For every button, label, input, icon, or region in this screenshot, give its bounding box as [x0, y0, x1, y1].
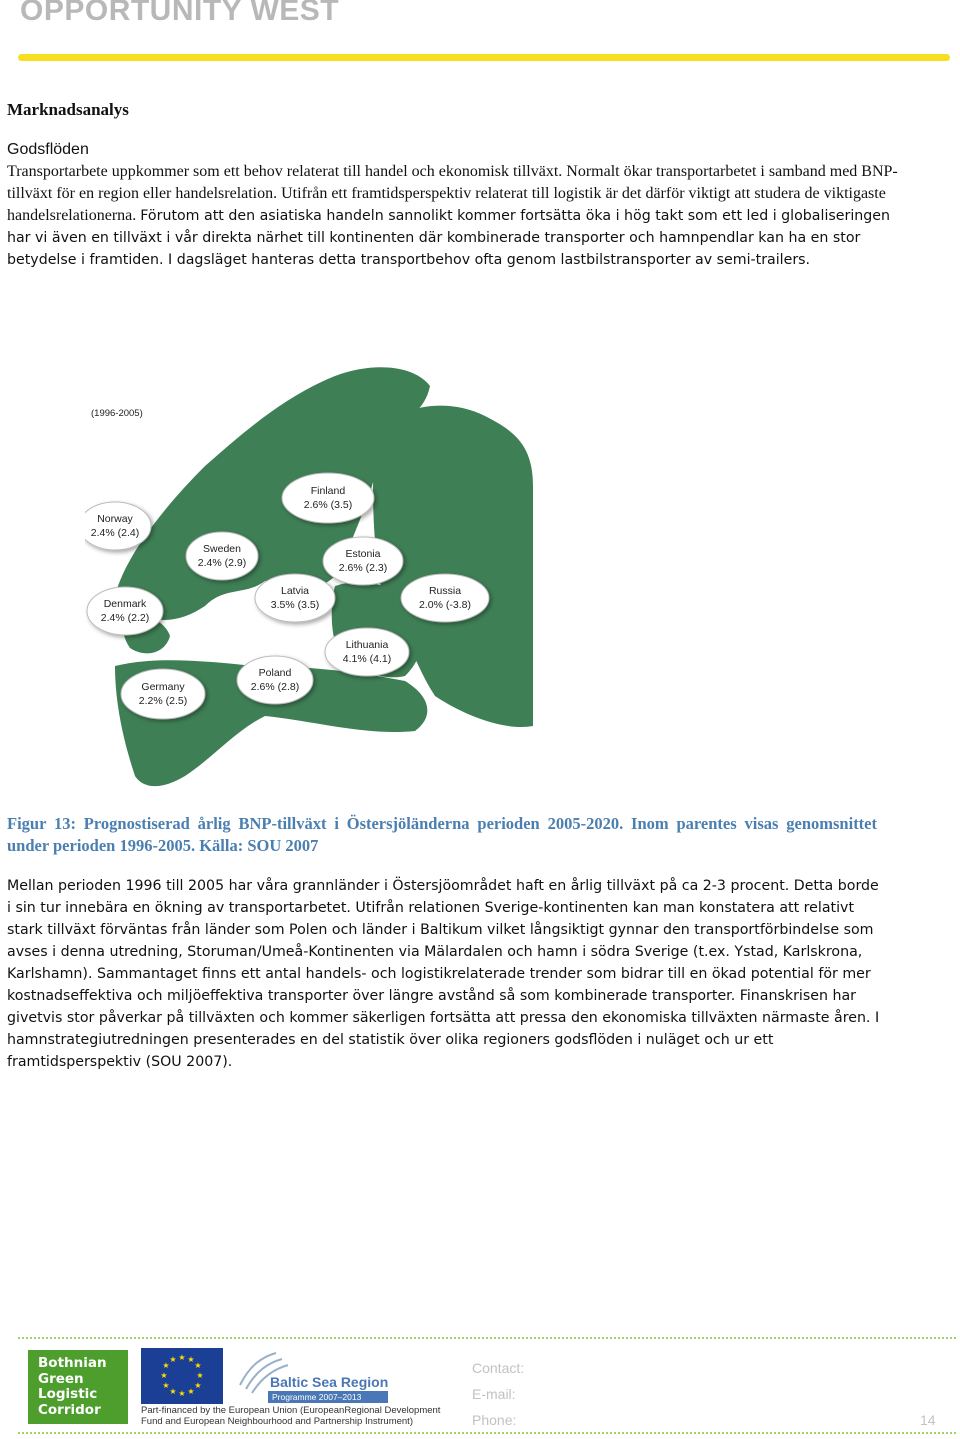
- svg-text:★: ★: [187, 1355, 195, 1364]
- svg-text:Lithuania: Lithuania: [345, 639, 389, 651]
- sub-heading: Godsflöden: [7, 141, 89, 158]
- svg-text:Germany: Germany: [141, 681, 185, 693]
- baltic-sea-region-logo: [232, 1345, 432, 1405]
- svg-text:Finland: Finland: [310, 485, 346, 497]
- footer-rule-top: [18, 1337, 956, 1339]
- svg-text:2.6% (2.3): 2.6% (2.3): [338, 562, 388, 574]
- header-rule: [18, 54, 950, 61]
- svg-text:★: ★: [187, 1387, 195, 1396]
- header-title: OPPORTUNITY WEST: [20, 0, 340, 27]
- svg-text:★: ★: [160, 1371, 168, 1380]
- map-callout-norway: [85, 502, 151, 550]
- svg-text:2.4% (2.4): 2.4% (2.4): [90, 527, 140, 539]
- svg-text:★: ★: [194, 1381, 202, 1390]
- map-callout-sweden: [186, 532, 258, 580]
- map-callout-russia: [401, 574, 489, 622]
- svg-text:Norway: Norway: [97, 513, 133, 525]
- svg-text:Denmark: Denmark: [103, 598, 147, 610]
- figure-caption: Figur 13: Prognostiserad årlig BNP-tillväxt i Östersjöländerna perioden 2005-2020. Inom parentes visas genomsnittet under perioden 1996-2005. Källa: SOU 2007: [7, 814, 877, 855]
- bothnian-green-logistic-corridor-logo: Bothnian Green Logistic Corridor: [28, 1350, 128, 1424]
- map-callout-finland: [282, 473, 374, 523]
- svg-text:★: ★: [169, 1355, 177, 1364]
- map-svg: [85, 336, 535, 791]
- map-callout-estonia: [323, 537, 403, 585]
- svg-text:Baltic Sea Region: Baltic Sea Region: [270, 1374, 389, 1390]
- svg-text:Estonia: Estonia: [345, 548, 381, 560]
- svg-text:2.6% (2.8): 2.6% (2.8): [250, 681, 300, 693]
- svg-text:3.5% (3.5): 3.5% (3.5): [270, 599, 320, 611]
- svg-text:★: ★: [194, 1361, 202, 1370]
- svg-text:Russia: Russia: [428, 585, 462, 597]
- eu-flag-icon: [141, 1348, 223, 1404]
- svg-text:★: ★: [196, 1371, 204, 1380]
- svg-text:Sweden: Sweden: [203, 543, 241, 555]
- svg-text:2.0% (-3.8): 2.0% (-3.8): [419, 599, 471, 611]
- map-callout-latvia: [255, 574, 335, 622]
- map-callout-germany: [121, 669, 205, 719]
- page-number: 14: [920, 1412, 936, 1428]
- svg-text:Latvia: Latvia: [280, 585, 310, 597]
- svg-text:★: ★: [178, 1389, 186, 1398]
- map-callout-poland: [237, 656, 313, 704]
- intro-serif-text: Transportarbete uppkommer som ett behov relaterat till handel och ekonomisk tillväxt. Normalt ökar transportarbetet i samband med BNP-tillväxt för en region eller handelsrelation. Utifrån ett framtidsperspektiv relaterat till logistik är det därför viktigt att studera de viktigaste handelsrelationerna.: [7, 163, 898, 224]
- svg-text:2.6% (3.5): 2.6% (3.5): [303, 499, 353, 511]
- intro-sans-text: Förutom att den asiatiska handeln sannolikt kommer fortsätta öka i hög takt som ett led i globaliseringen har vi även en tillväxt i vår direkta närhet till kontinenten där kombinerade transporter och hamnpendlar kan ha en stor betydelse i framtiden. I dagsläget hanteras detta transportbehov ofta genom lastbilstransporter av semi-trailers.: [7, 208, 890, 268]
- svg-text:Programme 2007–2013: Programme 2007–2013: [272, 1392, 362, 1402]
- phone-label: Phone:: [472, 1412, 517, 1428]
- contact-label: Contact:: [472, 1360, 525, 1376]
- email-label: E-mail:: [472, 1386, 516, 1402]
- svg-text:★: ★: [169, 1387, 177, 1396]
- map-callout-denmark: [87, 587, 163, 635]
- map-callout-lithuania: [325, 628, 409, 676]
- section-heading: Marknadsanalys: [7, 100, 129, 119]
- footer-rule-bottom: [18, 1432, 956, 1434]
- baltic-gdp-map: [85, 336, 535, 791]
- svg-text:★: ★: [162, 1381, 170, 1390]
- partfinanced-note: Part-financed by the European Union (EuropeanRegional Development Fund and European Neighbourhood and Partnership Instrument): [141, 1405, 441, 1427]
- svg-text:2.2% (2.5): 2.2% (2.5): [138, 695, 188, 707]
- intro-paragraph: [7, 161, 907, 271]
- svg-text:★: ★: [178, 1353, 186, 1362]
- svg-text:2.4% (2.2): 2.4% (2.2): [100, 612, 150, 624]
- svg-text:Poland: Poland: [258, 667, 292, 679]
- svg-text:4.1% (4.1): 4.1% (4.1): [342, 653, 392, 665]
- after-map-paragraph: Mellan perioden 1996 till 2005 har våra grannländer i Östersjöområdet haft en årlig tillväxt på ca 2-3 procent. Detta borde i sin tur innebära en ökning av transportarbetet. Utifrån relationen Sverige-kontinenten kan man konstatera att relativt stark tillväxt förväntas från länder som Polen och länder i Baltikum vilket långsiktigt gynnar den transportförbindelse som avses i denna utredning, Storuman/Umeå-Kontinenten via Mälardalen och hamn i södra Sverige (t.ex. Ystad, Karlskrona, Karlshamn). Sammantaget finns ett antal handels- och logistikrelaterade trender som bidrar till en ökad potential för mer kostnadseffektiva och miljöeffektiva transporter över längre avstånd så som kombinerade transporter. Finanskrisen har givetvis stor påverkar på tillväxten och kommer säkerligen fortsätta att pressa den ekonomiska tillväxten närmaste åren. I hamnstrategiutredningen presenterades en del statistik över olika regioners godsflöden i nuläget och ur ett framtidsperspektiv (SOU 2007).: [7, 878, 880, 1070]
- map-period-label: (1996-2005): [91, 408, 143, 419]
- svg-text:★: ★: [162, 1361, 170, 1370]
- svg-text:2.4% (2.9): 2.4% (2.9): [197, 557, 247, 569]
